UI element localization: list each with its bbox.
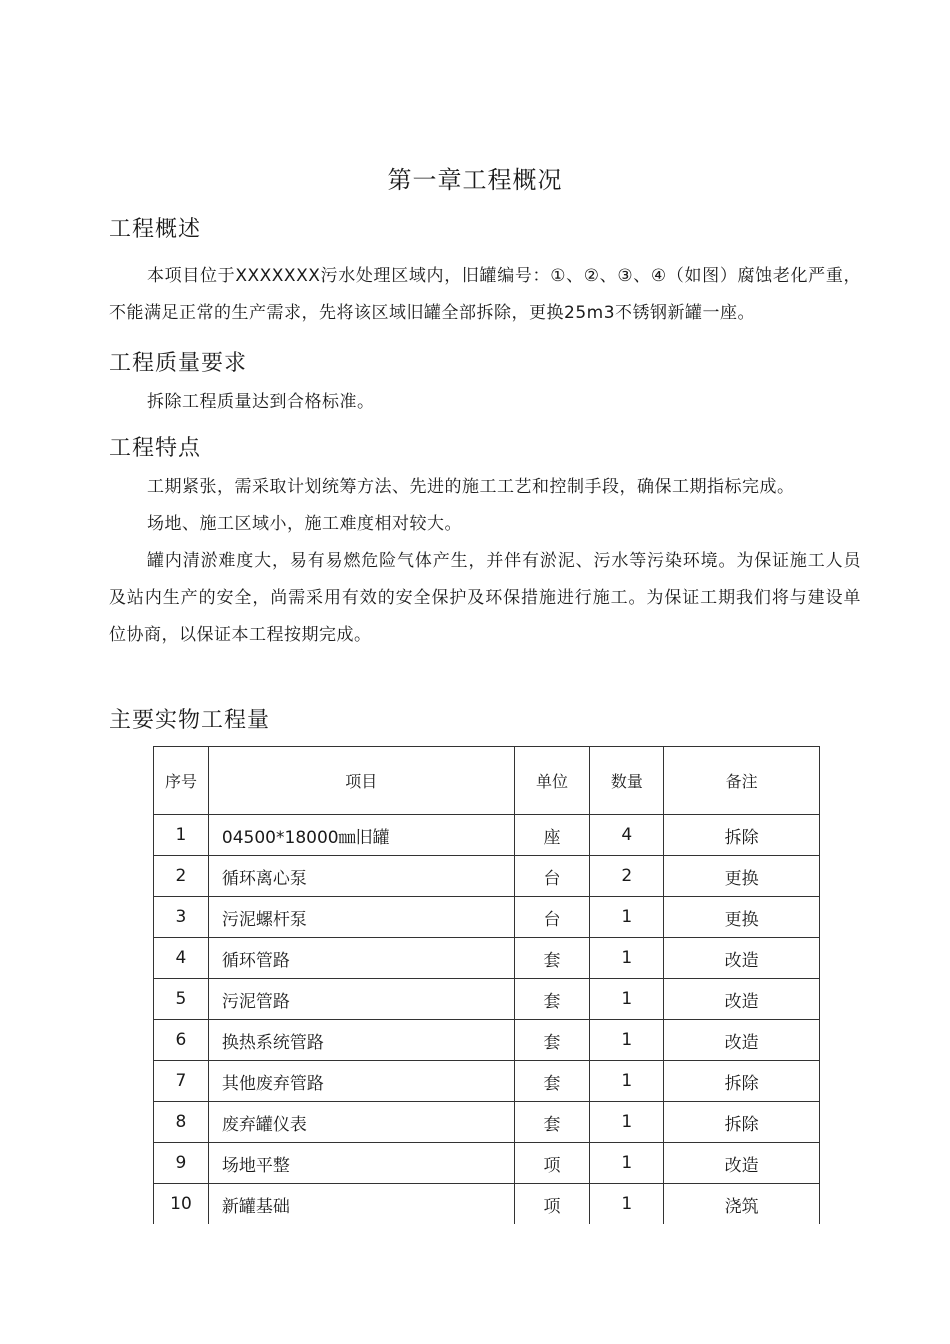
- cell-remark: 改造: [664, 1143, 820, 1184]
- cell-qty: 1: [590, 1020, 664, 1061]
- cell-qty: 1: [590, 1184, 664, 1225]
- cell-remark: 更换: [664, 856, 820, 897]
- table-row: [154, 979, 820, 1020]
- table-row: [154, 856, 820, 897]
- overview-heading: 工程概述: [109, 217, 202, 242]
- cell-unit: 套: [514, 1020, 590, 1061]
- features-paragraph-2: 场地、施工区域小，施工难度相对较大。: [147, 514, 462, 534]
- cell-qty: 1: [590, 938, 664, 979]
- table-row: [154, 897, 820, 938]
- quantities-heading: 主要实物工程量: [109, 708, 271, 733]
- cell-item: 新罐基础: [208, 1184, 514, 1225]
- chapter-title: 第一章工程概况: [387, 166, 563, 194]
- cell-seq: 4: [154, 938, 209, 979]
- cell-item: 循环管路: [208, 938, 514, 979]
- cell-unit: 套: [514, 1102, 590, 1143]
- cell-seq: 3: [154, 897, 209, 938]
- cell-item: 场地平整: [208, 1143, 514, 1184]
- cell-remark: 拆除: [664, 815, 820, 856]
- table-header-row: [154, 747, 820, 815]
- header-item: 项目: [208, 747, 514, 815]
- table-row: [154, 938, 820, 979]
- cell-remark: 改造: [664, 938, 820, 979]
- cell-seq: 6: [154, 1020, 209, 1061]
- cell-unit: 项: [514, 1143, 590, 1184]
- features-paragraph-1: 工期紧张，需采取计划统筹方法、先进的施工工艺和控制手段，确保工期指标完成。: [147, 477, 795, 497]
- header-remark: 备注: [664, 747, 820, 815]
- quality-text: 拆除工程质量达到合格标准。: [147, 392, 375, 412]
- table-row: [154, 1020, 820, 1061]
- cell-item: 污泥管路: [208, 979, 514, 1020]
- cell-item: 换热系统管路: [208, 1020, 514, 1061]
- cell-seq: 2: [154, 856, 209, 897]
- cell-seq: 5: [154, 979, 209, 1020]
- cell-seq: 1: [154, 815, 209, 856]
- cell-unit: 套: [514, 1061, 590, 1102]
- cell-remark: 拆除: [664, 1102, 820, 1143]
- cell-unit: 座: [514, 815, 590, 856]
- quality-heading: 工程质量要求: [109, 351, 248, 376]
- cell-unit: 套: [514, 979, 590, 1020]
- cell-qty: 1: [590, 979, 664, 1020]
- features-heading: 工程特点: [109, 436, 202, 461]
- cell-qty: 1: [590, 1143, 664, 1184]
- table-row: [154, 1102, 820, 1143]
- cell-unit: 台: [514, 856, 590, 897]
- cell-remark: 改造: [664, 1020, 820, 1061]
- cell-item: 其他废弃管路: [208, 1061, 514, 1102]
- cell-seq: 7: [154, 1061, 209, 1102]
- cell-remark: 拆除: [664, 1061, 820, 1102]
- cell-unit: 项: [514, 1184, 590, 1225]
- cell-qty: 1: [590, 1102, 664, 1143]
- cell-remark: 更换: [664, 897, 820, 938]
- cell-item: 废弃罐仪表: [208, 1102, 514, 1143]
- cell-item: 循环离心泵: [208, 856, 514, 897]
- cell-seq: 8: [154, 1102, 209, 1143]
- header-unit: 单位: [514, 747, 590, 815]
- table-row: [154, 1061, 820, 1102]
- cell-qty: 4: [590, 815, 664, 856]
- cell-qty: 1: [590, 1061, 664, 1102]
- cell-item: 04500*18000㎜旧罐: [208, 815, 514, 856]
- cell-remark: 改造: [664, 979, 820, 1020]
- overview-text: 本项目位于XXXXXXX污水处理区域内，旧罐编号：①、②、③、④（如图）腐蚀老化严重，不能满足正常的生产需求，先将该区域旧罐全部拆除，更换25m3不锈钢新罐一座。: [109, 266, 861, 323]
- cell-seq: 10: [154, 1184, 209, 1225]
- cell-qty: 1: [590, 897, 664, 938]
- table-row: [154, 815, 820, 856]
- header-qty: 数量: [590, 747, 664, 815]
- cell-qty: 2: [590, 856, 664, 897]
- features-paragraph-3: 罐内清淤难度大，易有易燃危险气体产生，并伴有淤泥、污水等污染环境。为保证施工人员及站内生产的安全，尚需采用有效的安全保护及环保措施进行施工。为保证工期我们将与建设单位协商，以保证本工程按期完成。: [109, 551, 861, 645]
- header-seq: 序号: [154, 747, 209, 815]
- cell-unit: 套: [514, 938, 590, 979]
- cell-item: 污泥螺杆泵: [208, 897, 514, 938]
- quantities-table: [153, 746, 820, 1224]
- table-row: [154, 1143, 820, 1184]
- cell-unit: 台: [514, 897, 590, 938]
- cell-seq: 9: [154, 1143, 209, 1184]
- table-row: [154, 1184, 820, 1225]
- cell-remark: 浇筑: [664, 1184, 820, 1225]
